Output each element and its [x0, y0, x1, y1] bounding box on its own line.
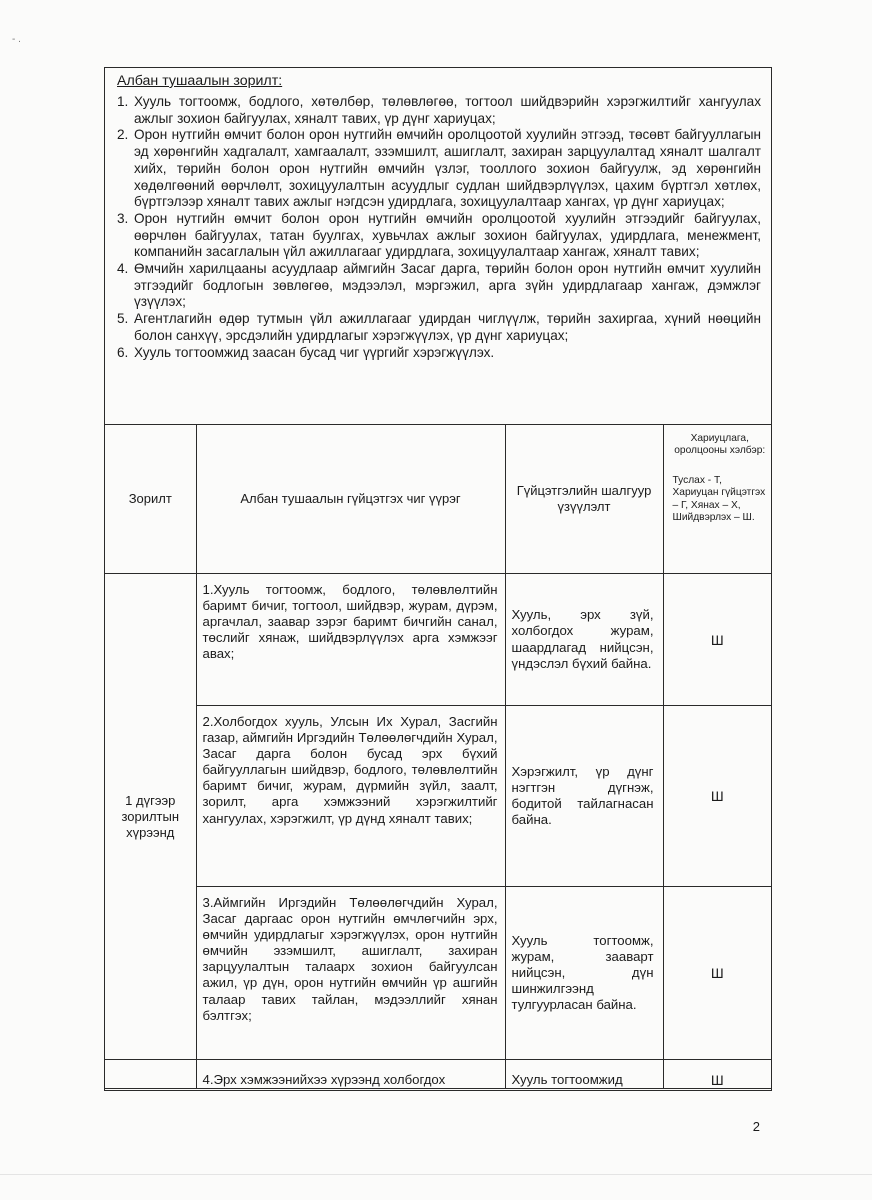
- criteria-cell: Хууль тогтоомжид: [505, 1060, 663, 1089]
- criteria-cell: Хэрэгжилт, үр дүнг нэгтгэн дүгнэж, бодитой тайлагнасан байна.: [505, 706, 663, 887]
- header-form-legend: Туслах - Т, Хариуцан гүйцэтгэх – Г, Хянах – Х, Шийдвэрлэх – Ш.: [672, 474, 766, 524]
- criteria-cell: Хууль, эрх зүй, холбогдох журам, шаардлагад нийцсэн, үндэслэл бүхий байна.: [505, 574, 663, 706]
- duties-table: [105, 425, 771, 1089]
- objective-text: Хууль тогтоомж, бодлого, хөтөлбөр, төлөвлөгөө, тогтоол шийдвэрийн хэрэгжилтийг хангуулах ажлыг зохион байгуулах, хяналт тавих, үр дүнг хариуцах;: [134, 94, 761, 126]
- objective-item: [117, 211, 761, 261]
- form-cell: Ш: [663, 887, 771, 1060]
- objectives-title: Албан тушаалын зорилт:: [117, 73, 283, 89]
- header-duty: Албан тушаалын гүйцэтгэх чиг үүрэг: [196, 425, 505, 574]
- header-form: [663, 425, 771, 574]
- objectives-section: [105, 68, 771, 425]
- table-row: [105, 887, 771, 1060]
- objective-item: [117, 127, 761, 211]
- scan-edge-line: [0, 1174, 872, 1175]
- goal-label: 1 дүгээр зорилтын хүрээнд: [105, 574, 196, 1060]
- objective-item: [117, 311, 761, 344]
- page-number: 2: [752, 1119, 760, 1134]
- document-frame: [104, 67, 772, 1091]
- objective-text: Орон нутгийн өмчит болон орон нутгийн өмчийн оролцоотой хуулийн этгээд, төсөвт байгууллагын эд хөрөнгийн хадгалалт, хамгаалалт, эзэмшилт, ашиглалт, захиран зарцуулалтад хяналт шалгалт хийх, төрийн болон орон нутгийн өмчийн үзлэг, тооллого зохион байгуулж, эд хөрөнгийн хөдөлгөөний өөрчлөлт, зохицуулалтын асуудлыг судлан шийдвэрлүүлэх, цахим бүртгэл хөтлөх, бүртгэлээр хяналт тавих ажлыг нэгдсэн удирдлага, зохицуулалтаар хангах, үр дүнг хариуцах;: [134, 127, 761, 210]
- duty-cell: 4.Эрх хэмжээнийхээ хүрээнд холбогдох: [196, 1060, 505, 1089]
- objective-item: [117, 261, 761, 311]
- objective-item: [117, 345, 761, 362]
- header-form-title: Хариуцлага, оролцооны хэлбэр:: [674, 433, 766, 457]
- criteria-cell: Хууль тогтоомж, журам, зааварт нийцсэн, дүн шинжилгээнд тулгуурласан байна.: [505, 887, 663, 1060]
- form-cell: Ш: [663, 706, 771, 887]
- objective-number: 6.: [117, 344, 129, 360]
- objective-text: Агентлагийн өдөр тутмын үйл ажиллагааг удирдан чиглүүлж, төрийн захиргаа, хүний нөөцийн болон санхүү, эрсдэлийн удирдлагыг хэрэгжүүлэх, үр дүнг хариуцах;: [134, 311, 761, 343]
- objective-item: [117, 94, 761, 127]
- objective-list: [117, 94, 761, 361]
- objective-number: 3.: [117, 210, 129, 226]
- objective-number: 4.: [117, 261, 129, 277]
- header-goal: Зорилт: [105, 425, 196, 574]
- table-row: [105, 1060, 771, 1089]
- form-cell: Ш: [663, 574, 771, 706]
- objective-text: Өмчийн харилцааны асуудлаар аймгийн Засаг дарга, төрийн болон орон нутгийн өмчит хуулийн этгээдийг бодлогын зөвлөгөө, мэдээлэл, мэргэжил, арга зүйн удирдлагаар хангаж, дэмжлэг үзүүлэх;: [134, 261, 761, 310]
- table-row: [105, 574, 771, 706]
- goal-cell-empty: [105, 1060, 196, 1089]
- objective-number: 5.: [117, 311, 129, 327]
- form-cell: Ш: [663, 1060, 771, 1089]
- objective-text: Хууль тогтоомжид заасан бусад чиг үүргийг хэрэгжүүлэх.: [134, 344, 495, 360]
- duty-cell: 1.Хууль тогтоомж, бодлого, төлөвлөлтийн баримт бичиг, тогтоол, шийдвэр, журам, дүрэм, аргачлал, заавар зэрэг баримт бичгийн санал, төслийг хянаж, шийдвэрлүүлэх арга хэмжээг авах;: [196, 574, 505, 706]
- header-criteria: Гүйцэтгэлийн шалгуур үзүүлэлт: [505, 425, 663, 574]
- objective-text: Орон нутгийн өмчит болон орон нутгийн өмчийн оролцоотой хуулийн этгээдийг байгуулах, өөрчлөн байгуулах, татан буулгах, хувьчлах ажлыг зохион байгуулах, удирдлага, менежмент, компанийн засаглалын үйл ажиллагааг удирдлага, зохицуулалтаар хангаж, хяналт тавих;: [134, 210, 761, 260]
- table-row: [105, 706, 771, 887]
- duty-cell: 3.Аймгийн Иргэдийн Төлөөлөгчдийн Хурал, Засаг даргаас орон нутгийн өмчлөгчийн эрх, өмчийн удирдлагыг хэрэгжүүлэх, орон нутгийн өмчийн эзэмшилт, ашиглалт, захиран зарцуулалтын талаарх зохион байгуулсан ажил, үр дүн, орон нутгийн өмчийн үр ашгийн талаар тавих тайлан, мэдээллийг хянан бэлтгэх;: [196, 887, 505, 1060]
- table-header-row: [105, 425, 771, 574]
- objective-number: 1.: [117, 94, 129, 109]
- objective-number: 2.: [117, 127, 129, 143]
- duty-cell: 2.Холбогдох хууль, Улсын Их Хурал, Засгийн газар, аймгийн Иргэдийн Төлөөлөгчдийн Хурал, Засаг дарга болон бусад эрх бүхий байгууллагын шийдвэр, бодлого, төлөвлөлтийн баримт бичиг, журам, дүрмийн зүйл, заалт, зорилт, арга хэмжээний хэрэгжилтийг хангуулах, хэрэгжилт, үр дүнд хяналт тавих;: [196, 706, 505, 887]
- corner-scan-mark: - .: [12, 34, 21, 45]
